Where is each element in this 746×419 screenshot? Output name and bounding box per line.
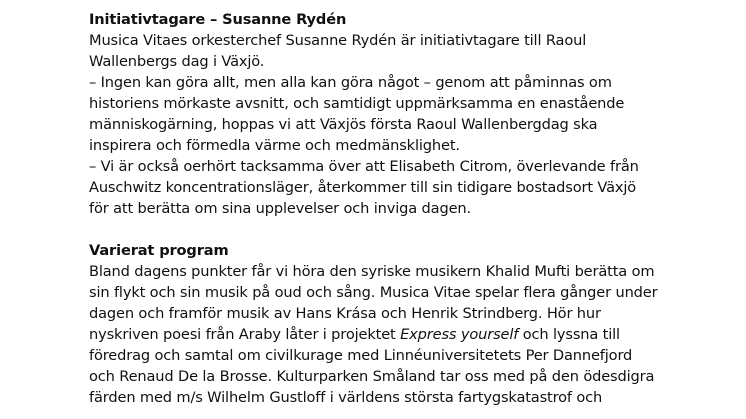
paragraph-line: – Vi är också oerhört tacksamma över att Elisabeth Citrom, överlevande från (89, 158, 639, 175)
paragraph-line: Musica Vitaes orkesterchef Susanne Rydén är initiativtagare till Raoul (89, 32, 587, 49)
line-text: nyskriven poesi från Araby låter i projektet (89, 326, 401, 343)
paragraph-line: dagen och framför musik av Hans Krása och Henrik Strindberg. Hör hur (89, 305, 601, 322)
paragraph-line: Bland dagens punkter får vi höra den syriske musikern Khalid Mufti berätta om (89, 263, 655, 280)
paragraph-line: för att berätta om sina upplevelser och inviga dagen. (89, 200, 471, 217)
section-heading-program: Varierat program (89, 242, 229, 259)
paragraph-line (89, 324, 729, 345)
paragraph-line: Wallenbergs dag i Växjö. (89, 53, 265, 70)
paragraph-line: sin flykt och sin musik på oud och sång. Musica Vitae spelar flera gånger under (89, 284, 658, 301)
line-text: och lyssna till (518, 326, 620, 343)
paragraph-line: Auschwitz koncentrationsläger, återkommer till sin tidigare bostadsort Växjö (89, 179, 637, 196)
paragraph-line: människogärning, hoppas vi att Växjös första Raoul Wallenbergdag ska (89, 116, 598, 133)
paragraph-spacer (89, 219, 729, 240)
paragraph-line: färden med m/s Wilhelm Gustloff i världens största fartygskatastrof och (89, 389, 603, 406)
section-heading-initiator: Initiativtagare – Susanne Rydén (89, 11, 347, 28)
project-title-italic: Express yourself (400, 326, 519, 343)
paragraph-line: och Renaud De la Brosse. Kulturparken Småland tar oss med på den ödesdigra (89, 368, 655, 385)
paragraph-line: – Ingen kan göra allt, men alla kan göra något – genom att påminnas om (89, 74, 612, 91)
document-body (89, 9, 729, 408)
paragraph-line: inspirera och förmedla värme och medmänsklighet. (89, 137, 460, 154)
paragraph-line: föredrag och samtal om civilkurage med Linnéuniversitetets Per Dannefjord (89, 347, 633, 364)
paragraph-line: historiens mörkaste avsnitt, och samtidigt uppmärksamma en enastående (89, 95, 625, 112)
